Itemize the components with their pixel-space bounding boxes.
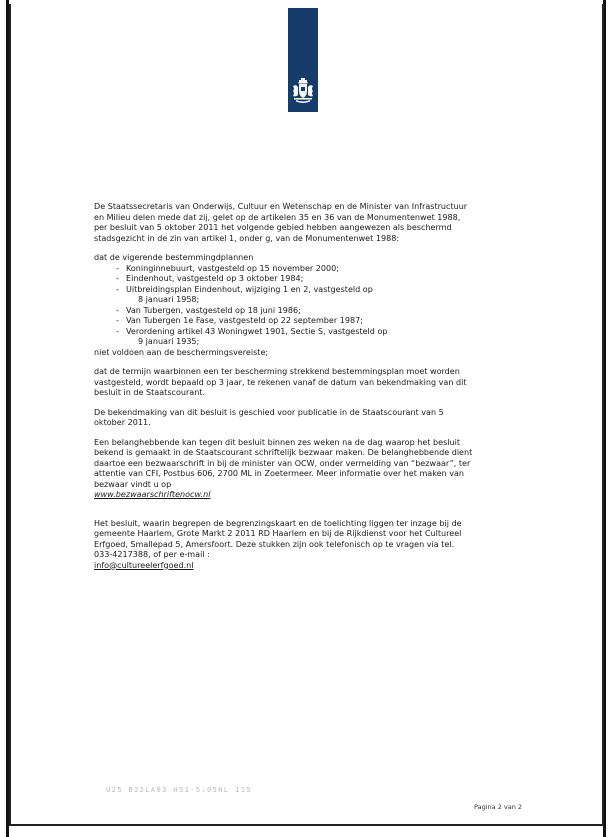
publication-paragraph: De bekendmaking van dit besluit is geschied voor publicatie in de Staatscourant van 5 oktober 2011.: [94, 407, 444, 427]
intro-paragraph: De Staatssecretaris van Onderwijs, Cultuur en Wetenschap en de Minister van Infrastructuur en Milieu delen mede dat zij, gelet op de artikelen 35 en 36 van de Monumentenwet 1988, per besluit van 5 oktober 2011 het volgende gebied hebben aangewezen als beschermd stadsgezicht in de zin van artikel 1, onder g, van de Monumentenwet 1988:: [94, 202, 468, 243]
objection-paragraph: [94, 438, 474, 501]
list-item: - Uitbreidingsplan Eindenhout, wijziging 1 en 2, vastgesteld op 8 januari 1958;: [116, 285, 474, 306]
term-paragraph: dat de termijn waarbinnen een ter bescherming strekkend bestemmingsplan moet worden vastgesteld, wordt bepaald op 3 jaar, te rekenen vanaf de datum van bekendmaking van dit besluit in de Staatscourant.: [94, 367, 467, 397]
list-item: - Eindenhout, vastgesteld op 3 oktober 1984;: [116, 274, 474, 285]
list-item: - Van Tubergen, vastgesteld op 18 juni 1986;: [116, 306, 474, 317]
inspection-text: Het besluit, waarin begrepen de begrenzingskaart en de toelichting liggen ter inzage bij de gemeente Haarlem, Grote Markt 2 2011 RD Haarlem en bij de Rijkdienst voor het Cultureel Erfgoed, Smallepad 5, Amersfoort. Deze stukken zijn ook telefonisch op te vragen via tel. 033-4217388, of per e-mail :: [94, 518, 462, 559]
list-item: - Verordening artikel 43 Woningwet 1901, Sectie S, vastgesteld op 9 januari 1935;: [116, 327, 474, 348]
plans-outro: niet voldoen aan de beschermingsvereiste;: [94, 347, 269, 357]
objection-text: Een belanghebbende kan tegen dit besluit binnen zes weken na de dag waarop het besluit bekend is gemaakt in de Staatscourant schriftelijk bezwaar maken. De belanghebbende dient daartoe een bezwaarschrift in bij de minister van OCW, onder vermelding van “bezwaar”, ter attentie van CFI, Postbus 606, 2700 ML in Zoetermeer. Meer informatie over het maken van bezwaar vindt u op: [94, 437, 473, 489]
email-link[interactable]: info@cultureelerfgoed.nl: [94, 560, 194, 570]
faded-stamp: U25 B22LA03 H51-5:05HL 115: [106, 786, 252, 794]
list-item: - Van Tubergen 1e Fase, vastgesteld op 22 september 1987;: [116, 316, 474, 327]
list-item: - Koninginnebuurt, vastgesteld op 15 november 2000;: [116, 264, 474, 275]
inspection-paragraph: [94, 519, 474, 572]
page-number: Pagina 2 van 2: [474, 803, 523, 811]
announcement-body: [94, 202, 474, 571]
plans-list: [94, 264, 474, 348]
objection-link[interactable]: www.bezwaarschriftenocw.nl: [94, 490, 211, 499]
coat-of-arms-icon: [292, 78, 314, 104]
plans-intro: dat de vigerende bestemmingdplannen: [94, 253, 254, 262]
